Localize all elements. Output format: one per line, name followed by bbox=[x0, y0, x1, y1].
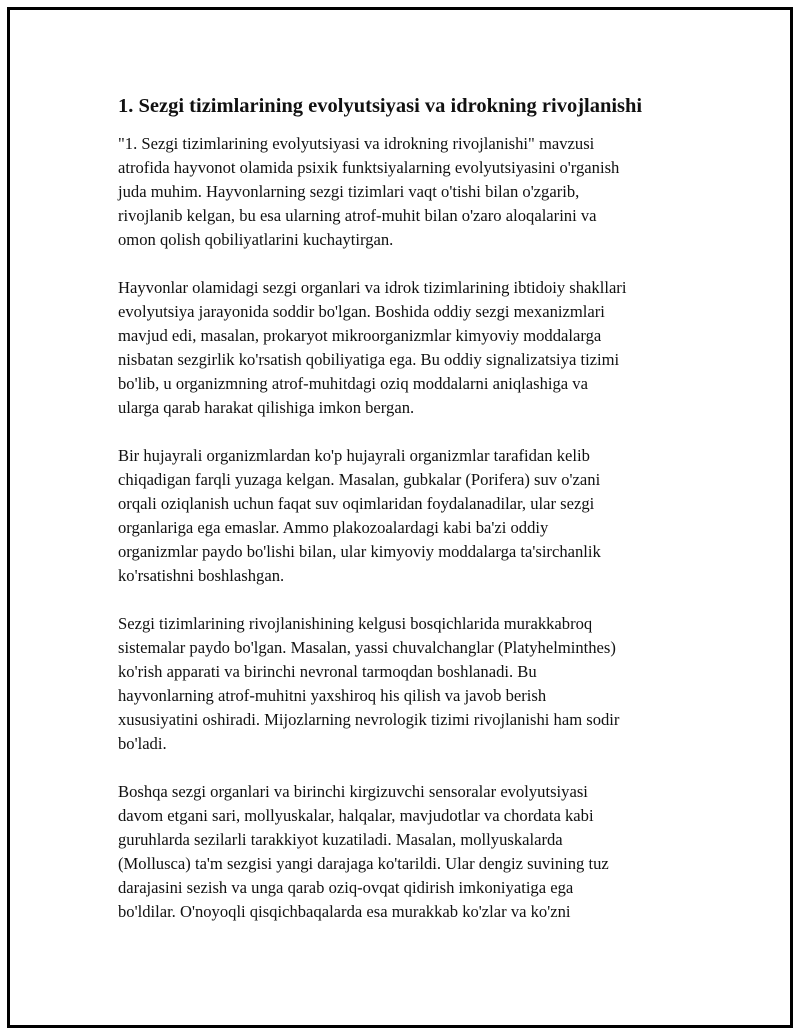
text-line: ko'rish apparati va birinchi nevronal tarmoqdan boshlanadi. Bu bbox=[118, 662, 537, 681]
document-title: 1. Sezgi tizimlarining evolyutsiyasi va idrokning rivojlanishi bbox=[118, 95, 643, 117]
text-line: ularga qarab harakat qilishiga imkon bergan. bbox=[118, 398, 415, 417]
text-line: atrofida hayvonot olamida psixik funktsiyalarning evolyutsiyasini o'rganish bbox=[118, 158, 620, 177]
paragraph-4 bbox=[118, 612, 688, 756]
paragraph-1 bbox=[118, 132, 688, 252]
text-line: guruhlarda sezilarli tarakkiyot kuzatiladi. Masalan, mollyuskalarda bbox=[118, 830, 563, 849]
text-line: davom etgani sari, mollyuskalar, halqalar, mavjudotlar va chordata kabi bbox=[118, 806, 594, 825]
text-line: hayvonlarning atrof-muhitni yaxshiroq his qilish va javob berish bbox=[118, 686, 547, 705]
text-line: xususiyatini oshiradi. Mijozlarning nevrologik tizimi rivojlanishi ham sodir bbox=[118, 710, 620, 729]
text-line: ko'rsatishni boshlashgan. bbox=[118, 566, 285, 585]
text-line: organizmlar paydo bo'lishi bilan, ular kimyoviy moddalarga ta'sirchanlik bbox=[118, 542, 601, 561]
text-line: "1. Sezgi tizimlarining evolyutsiyasi va idrokning rivojlanishi" mavzusi bbox=[118, 134, 595, 153]
text-line: rivojlanib kelgan, bu esa ularning atrof-muhit bilan o'zaro aloqalarini va bbox=[118, 206, 597, 225]
text-line: Bir hujayrali organizmlardan ko'p hujayrali organizmlar tarafidan kelib bbox=[118, 446, 590, 465]
paragraph-3 bbox=[118, 444, 688, 588]
text-line: bo'lib, u organizmning atrof-muhitdagi oziq moddalarni aniqlashiga va bbox=[118, 374, 588, 393]
paragraph-5 bbox=[118, 780, 688, 924]
text-line: organlariga ega emaslar. Ammo plakozoalardagi kabi ba'zi oddiy bbox=[118, 518, 549, 537]
text-line: nisbatan sezgirlik ko'rsatish qobiliyatiga ega. Bu oddiy signalizatsiya tizimi bbox=[118, 350, 620, 369]
text-line: Boshqa sezgi organlari va birinchi kirgizuvchi sensoralar evolyutsiyasi bbox=[118, 782, 588, 801]
text-line: darajasini sezish va unga qarab oziq-ovqat qidirish imkoniyatiga ega bbox=[118, 878, 574, 897]
text-line: sistemalar paydo bo'lgan. Masalan, yassi chuvalchanglar (Platyhelminthes) bbox=[118, 638, 616, 657]
paragraph-2 bbox=[118, 276, 688, 420]
text-line: bo'ladi. bbox=[118, 734, 167, 753]
text-line: chiqadigan farqli yuzaga kelgan. Masalan, gubkalar (Porifera) suv o'zani bbox=[118, 470, 601, 489]
text-line: juda muhim. Hayvonlarning sezgi tizimlari vaqt o'tishi bilan o'zgarib, bbox=[118, 182, 580, 201]
text-line: mavjud edi, masalan, prokaryot mikroorganizmlar kimyoviy moddalarga bbox=[118, 326, 602, 345]
text-line: Hayvonlar olamidagi sezgi organlari va idrok tizimlarining ibtidoiy shakllari bbox=[118, 278, 627, 297]
text-line: Sezgi tizimlarining rivojlanishining kelgusi bosqichlarida murakkabroq bbox=[118, 614, 593, 633]
text-line: evolyutsiya jarayonida soddir bo'lgan. Boshida oddiy sezgi mexanizmlari bbox=[118, 302, 605, 321]
document-body bbox=[118, 92, 688, 948]
text-line: (Mollusca) ta'm sezgisi yangi darajaga ko'tarildi. Ular dengiz suvining tuz bbox=[118, 854, 609, 873]
text-line: orqali oziqlanish uchun faqat suv oqimlaridan foydalanadilar, ular sezgi bbox=[118, 494, 595, 513]
text-line: omon qolish qobiliyatlarini kuchaytirgan. bbox=[118, 230, 394, 249]
text-line: bo'ldilar. O'noyoqli qisqichbaqalarda esa murakkab ko'zlar va ko'zni bbox=[118, 902, 571, 921]
